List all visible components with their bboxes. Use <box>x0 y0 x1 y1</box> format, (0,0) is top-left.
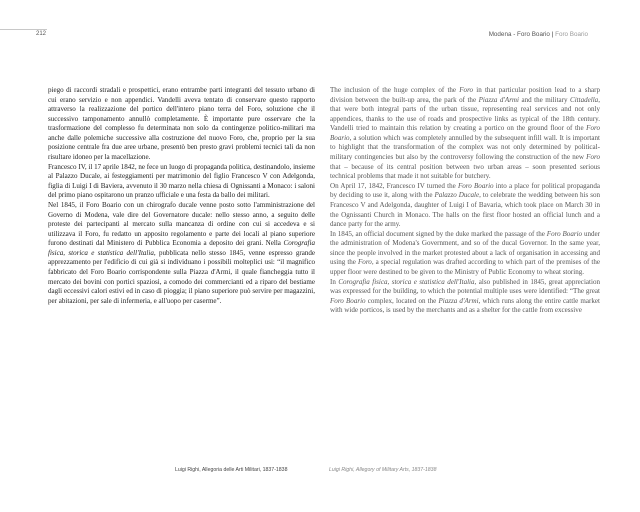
text-run: , a solution which was completely annulled by the subsequent infill wall. It is important to highlight that the transformation of the complex was not only determined by political-military contingencies but also by the controversy following the construction of the new <box>330 133 600 162</box>
page-number: 212 <box>36 31 47 37</box>
text-run: Nel 1845, il Foro Boario con un chirografo ducale venne posto sotto l'amministrazione del Governo di Modena, vale dire del Governatore ducale: nello stesso anno, a seguito delle proteste dei partecipanti al mercato sulla mancanza di ordine con cui si accedeva e si utilizzava il Foro, fu redatto un apposito regolamento e parte dei locali al piano superiore furono destinati dal Ministero di Pubblica Economia a deposito dei grani. Nella <box>48 200 315 248</box>
italic-title-text: Foro <box>459 86 474 94</box>
english-text-column <box>330 86 600 316</box>
italic-title-text: Foro Boario <box>330 124 600 142</box>
italian-text-column <box>48 86 315 306</box>
header-rule <box>0 29 47 30</box>
text-run: , to celebrate the wedding between his son Francesco V and Adelgonda, daughter of Luigi I of Bavaria, which took place on March 30 in the Ognissanti Church in Monaco. The halls on the first floor hosted an official lunch and a dance party for the army. <box>330 191 600 229</box>
italic-title-text: Foro Boario <box>546 229 583 238</box>
text-run: In <box>330 277 339 286</box>
italic-title-text: Foro <box>358 258 372 267</box>
text-run: , that were both integral parts of the urban tissue, representing real services and not only appendices, thanks to the use of roads and prospective links as typical of the 18th century. Vandelli tried to maintain this relation by creating a portico on the ground floor of the <box>330 95 600 133</box>
text-run: and the military <box>518 95 571 104</box>
text-run: , pubblicata nello stesso 1845, venne espresso grande apprezzamento per l'edificio di cui già si individuano i possibili molteplici usi: “il magnifico fabbricato del Foro Boario corrispondente sulla Piazza d'Armi, il quale fiancheggia tutto il mercato dei bovini con portici spaziosi, a comodo dei commercianti ed a riparo del bestiame dagli eccessivi calori estivi ed in caso di pioggia; il piano superiore può servire per magazzini, per abitazioni, per sale di infermeria, e all'uopo per caserme”. <box>48 248 315 305</box>
italic-title-text: Foro Boario <box>330 296 366 305</box>
paragraph <box>330 278 600 316</box>
text-run: under the administration of Modena's Government, and so of the ducal Governor. In the same year, since the people involved in the market protested about a lack of organisation in accessing and using the <box>330 229 601 267</box>
text-run: that – because of its central position between two urban areas – soon presented serious technical problems that made it not suitable for butchery. <box>330 162 600 181</box>
italic-title-text: Cittadella <box>570 95 599 104</box>
italic-title-text: Palazzo Ducale <box>434 191 480 200</box>
paragraph <box>330 86 600 182</box>
caption-italian: Luigi Righi, Allegoria delle Arti Militari, 1837-1838 <box>175 467 288 473</box>
running-title <box>489 31 588 38</box>
running-title-italian: Modena - Foro Boario <box>488 31 550 38</box>
running-title-english: Foro Boario <box>555 31 588 38</box>
italic-title-text: Piazza d'Armi <box>478 95 519 104</box>
paragraph <box>48 201 315 306</box>
text-run: , which runs along the entire cattle market with wide porticos, is used by the merchants and as a shelter for the cattle from excessive <box>330 296 600 315</box>
paragraph <box>330 230 600 278</box>
text-run: On April 17, 1842, Francesco IV turned the <box>330 181 458 190</box>
text-run: Francesco IV, il 17 aprile 1842, ne fece un luogo di propaganda politica, destinandolo, insieme al Palazzo Ducale, ai festeggiamenti per matrimonio del figlio Francesco V con Adelgonda, figlia di Luigi I di Baviera, avvenuto il 30 marzo nella chiesa di Ognissanti a Monaco: i saloni del primo piano ospitarono un pranzo ufficiale e una festa da ballo dei militari. <box>48 162 315 200</box>
text-run: piego di raccordi stradali e prospettici, erano entrambe parti integranti del tessuto urbano di cui erano servizio e non appendici. Vandelli aveva tentato di conservare questo rapporto attraverso la realizzazione del portico dell'intero piano terra del Foro, soluzione che il successivo tamponamento annullò completamente. È importante pure osservare che la trasformazione del complesso fu determinata non solo da contingenze politico-militari ma anche dalle polemiche successive alla costruzione del nuovo Foro, che, proprio per la sua posizione centrale fra due aree urbane, presentò ben presto gravi problemi tecnici tali da non risultare idoneo per la macellazione. <box>48 86 315 162</box>
text-run: complex, located on the <box>365 296 439 305</box>
text-run: in that particular position lead to a sharp division between the built-up area, the park of the <box>330 86 600 104</box>
text-run: The inclusion of the huge complex of the <box>330 86 460 94</box>
paragraph <box>330 182 600 230</box>
text-run: , a special regulation was drafted according to which part of the premises of the upper floor were destined to be given to the Ministry of Public Economy to wheat storing. <box>330 258 600 276</box>
text-run: In 1845, an official document signed by the duke marked the passage of the <box>330 229 547 238</box>
paragraph <box>48 86 315 163</box>
paragraph <box>48 163 315 201</box>
italic-title-text: Piazza d'Armi <box>438 296 479 305</box>
text-run: , also published in 1845, great appreciation was expressed for the building, to which the potential multiple uses were identified: “The great <box>330 277 600 296</box>
italic-title-text: Corografia fisica, storica e statistica dell'Italia <box>48 239 315 257</box>
caption-english: Luigi Righi, Allegory of Military Arts, 1837-1838 <box>329 467 437 473</box>
italic-title-text: Foro Boario <box>457 181 494 190</box>
italic-title-text: Foro <box>586 153 600 162</box>
running-title-separator: | <box>551 31 554 38</box>
italic-title-text: Corografia fisica, storica e statistica dell'Italia <box>338 277 475 286</box>
text-run: into a place for political propaganda by deciding to use it, along with the <box>330 181 600 200</box>
